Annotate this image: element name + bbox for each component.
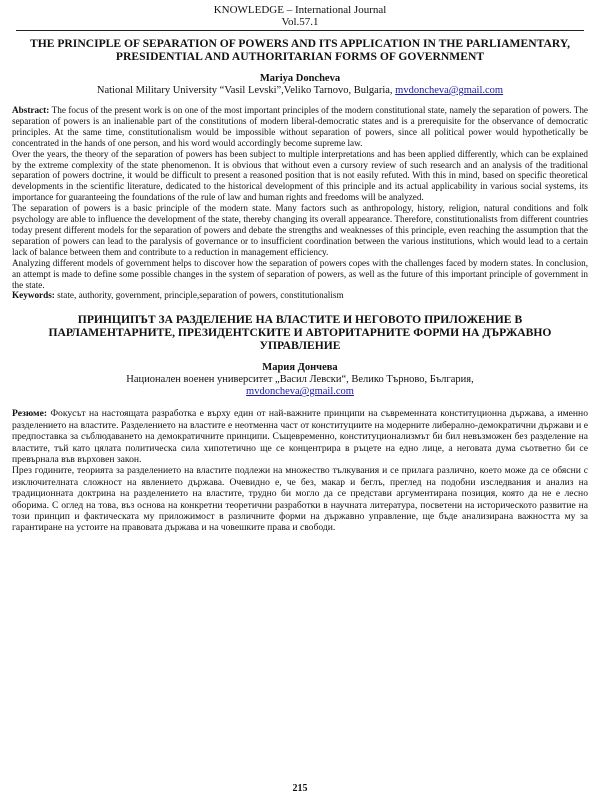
paper-title-en: THE PRINCIPLE OF SEPARATION OF POWERS AND ITS APPLICATION IN THE PARLIAMENTARY, PRESIDENTIAL AND AUTHORITARIAN FORMS OF GOVERNMENT bbox=[29, 37, 571, 63]
journal-volume: Vol.57.1 bbox=[281, 16, 319, 28]
abstract-en bbox=[12, 105, 588, 301]
affiliation-text-en: National Military University “Vasil Levski”,Veliko Tarnovo, Bulgaria, bbox=[96, 85, 396, 96]
abstract-paragraph: Over the years, the theory of the separation of powers has been subject to multiple interpretations and has been applied differently, which can be explained by the extreme complexity of the state phenomenon. It is obvious that without even a cursory review of such research and an analysis of the traditional separation of powers doctrine, it would be difficult to present a reasoned position that is not easily refuted. With this in mind, based on specific theoretical developments in the scientific literature, dedicated to the historical development of this principle and its actual applicability in various social systems, its importance for guaranteeing the foundations of the rule of law and human rights and freedoms will be analyzed. bbox=[12, 148, 588, 203]
affiliation-text-bg: Национален военен университет „Васил Левски“, Велико Търново, България, bbox=[126, 374, 474, 386]
keywords-label: Keywords: bbox=[12, 290, 58, 301]
email-link-en[interactable]: mvdoncheva@gmail.com bbox=[395, 85, 504, 96]
affiliation-bg bbox=[48, 374, 552, 398]
summary-label: Резюме: bbox=[12, 408, 51, 420]
abstract-paragraph: The separation of powers is a basic principle of the modern state. Many factors such as anthropology, history, religion, natural conditions and folk psychology are able to influence the development of the state, thereby changing its overall appearance. Therefore, constitutionalists from different countries today present different models for the separation of powers and debate the strengths and weaknesses of this principle, even reaching the assumption that the separation of powers can lead to the paralysis of governance or to insufficient coordination between the various institutions, which would lead to a certain lack of balance between them and contribute to a reduction in management efficiency. bbox=[12, 203, 588, 257]
author-name-bg: Мария Дончева bbox=[262, 362, 338, 374]
affiliation-en bbox=[8, 85, 592, 97]
paper-title-bg: ПРИНЦИПЪТ ЗА РАЗДЕЛЕНИЕ НА ВЛАСТИТЕ И НЕГОВОТО ПРИЛОЖЕНИЕ В ПАРЛАМЕНТАРНИТЕ, ПРЕЗИДЕНТСКИТЕ И АВТОРИТАРНИТЕ ФОРМИ НА ДЪРЖАВНО УПРАВЛЕНИЕ bbox=[48, 313, 552, 353]
page-number: 215 bbox=[292, 783, 308, 794]
abstract-paragraph bbox=[12, 105, 588, 149]
journal-name: KNOWLEDGE – International Journal bbox=[213, 4, 387, 16]
summary-bg bbox=[12, 408, 588, 533]
author-name-en: Mariya Doncheva bbox=[259, 73, 341, 84]
summary-paragraph bbox=[12, 408, 588, 465]
summary-paragraph: През годините, теорията за разделението на властите подлежи на множество тълкувания и се прилага различно, което може да се обясни с изключителната сложност на явлението държава. Очевидно е, че без, макар и беглъ, преглед на подобни изследвания и анализ на традиционната доктрина на разделението на властите, трудно би могло да се представи аргументирана позиция, която да не е лесно оборима. С оглед на това, въз основа на конкретни теоретични разработки в научната литература, посветени на историческото развитие на този принцип и фактическата му приложимост в различните форми на държавно управление, ще бъде анализирана важността му за гарантиране на устоите на правовата държава и на човешките права и свободи. bbox=[12, 465, 588, 534]
summary-text: Фокусът на настоящата разработка е върху един от най-важните принципи на съвременната конституционна държава, а именно разделението на властите. Разделението на властите е неотменна част от конституциите на модерните либерално-демократични държави и е предпоставка за съблюдаването на демократичните принципи. Същевременно, конституционализмът би бил невъзможен без разделение на властите, тъй като цялата политическа сила хипотетично ще се концентрира в ръцете на едно лице, а неговата дума съответно би се превърнала във върховен закон. bbox=[12, 408, 588, 465]
abstract-label: Abstract: bbox=[12, 105, 52, 115]
email-link-bg[interactable]: mvdoncheva@gmail.com bbox=[246, 386, 354, 398]
keywords-text: state, authority, government, principle,separation of powers, constitutionalism bbox=[57, 290, 344, 301]
keywords-line bbox=[12, 290, 588, 301]
abstract-text: The focus of the present work is on one of the most important principles of the modern constitutional state, namely the separation of powers. The separation of powers is an inalienable part of the constitutions of modern liberal-democratic states and is a prerequisite for the observance of democratic principles. At the same time, constitutionalism would be impossible without separation of powers, since all political power would hypothetically be concentrated in the hands of one person, and his word would accordingly become supreme law. bbox=[12, 105, 589, 148]
abstract-paragraph: Analyzing different models of government helps to discover how the separation of powers copes with the challenges faced by modern states. In conclusion, an attempt is made to define some possible changes in the system of separation of powers, as well as the future of this important principle of government in the state. bbox=[12, 257, 588, 290]
header-rule bbox=[16, 30, 584, 31]
running-header bbox=[8, 0, 592, 28]
